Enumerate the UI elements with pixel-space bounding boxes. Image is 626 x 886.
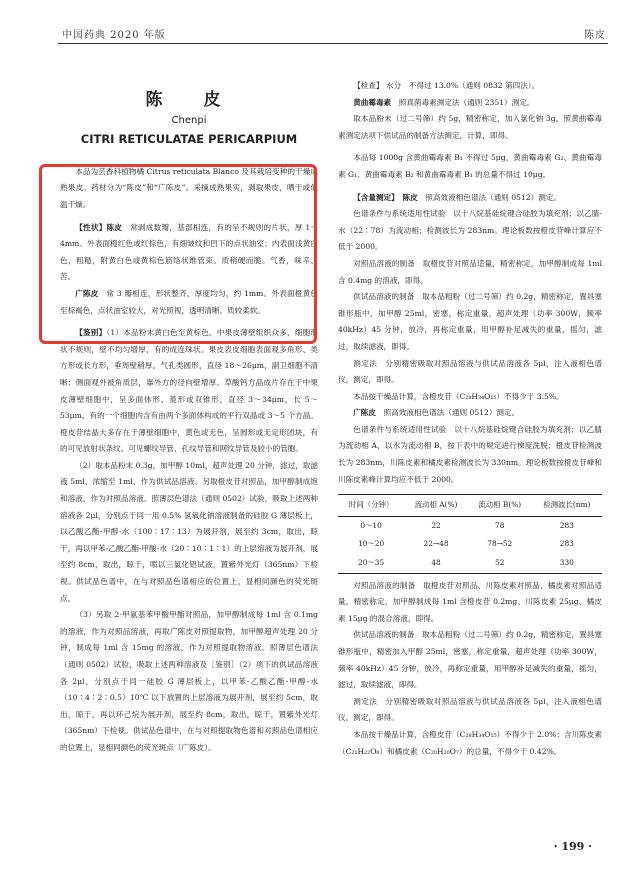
assay-label: 【含量测定】: [353, 192, 395, 202]
assay-text: 照高效液相色谱法（通则 0512）测定。: [425, 192, 561, 202]
sample-solution-1: 供试品溶液的制备 取本品粗粉（过二号筛）约 0.2g，精密称定，置具塞锥形瓶中，加甲醇 25ml，密塞，称定重量，超声处理（功率 300W，频率 40kHz）45 分钟，放冷，再称定重量，用甲醇补足减失的重量，摇匀，滤过，取续滤液，即得。: [338, 292, 602, 351]
characteristics-sub-chenpi: 陈皮: [106, 222, 123, 232]
guangchenpi-assay-text: 照高效液相色谱法（通则 0512）测定。: [383, 408, 520, 418]
table-cell: 10～20: [358, 539, 385, 549]
header-rule: [58, 43, 608, 44]
table-row: [338, 554, 602, 573]
running-header-right: 陈皮: [584, 30, 606, 41]
identification-paragraph-1: [60, 325, 318, 458]
conditions-paragraph-2: 色谱条件与系统适用性试验 以十八烷基硅烷键合硅胶为填充剂；以乙腈为流动相 A，以水为流动相 B，按下表中的规定进行梯度洗脱；橙皮苷检测波长为 283nm，川陈皮素和橘皮素检测波长为 330nm。理论板数按橙皮苷峰和川陈皮素峰计算均应不低于 2000。: [338, 424, 602, 484]
monograph-title-pinyin: Chenpi: [171, 114, 207, 126]
table-cell: 52: [468, 554, 532, 573]
identification-paragraph-2: （2）取本品粉末 0.3g，加甲醇 10ml，超声处理 20 分钟，滤过，取滤液 5ml，浓缩至 1ml，作为供试品溶液。另取橙皮苷对照品，加甲醇制成饱和溶液，作为对照品溶液。照薄层色谱法（通则 0502）试验，吸取上述两种溶液各 2μl，分别点于同一用 0.5% 氢氧化钠溶液制备的硅胶 G 薄层板上，以乙酸乙酯-甲醇-水（100∶17∶13）为展开剂，展至约 3cm，取出，晾干，再以甲苯-乙酸乙酯-甲酸-水（20∶10∶1∶1）的上层溶液为展开剂，展至约 8cm，取出，晾干，喷以三氯化铝试液，置紫外光灯（365nm）下检视。供试品色谱中，在与对照品色谱相应的位置上，显相同颜色的荧光斑点。: [60, 460, 318, 603]
monograph-title-chinese: 陈 皮: [145, 90, 233, 110]
table-cell: 0～10: [360, 520, 382, 530]
characteristics-text-chenpi: 常剥成数瓣，基部相连，有的呈不规则的片状，厚 1～4mm。外表面橙红色或红棕色，有细皱纹和凹下的点状油室；内表面浅黄白色，粗糙，附黄白色或黄棕色筋络状维管束。质稍硬而脆。气香，味辛、苦。: [60, 222, 318, 282]
limit-paragraph-2: 本品按干燥品计算，含橙皮苷（C₂₈H₃₄O₁₅）不得少于 2.0%；含川陈皮素（C₂₁H₂₂O₈）和橘皮素（C₂₀H₂₀O₇）的总量，不得少于 0.42%。: [338, 729, 602, 756]
table-header-row: [338, 495, 602, 517]
page-number: · 199 ·: [553, 840, 592, 853]
aflatoxin-paragraph-2: 取本品粉末（过二号筛）约 5g，精密称定，加入氯化钠 3g，照黄曲霉毒素测定法项下供试品的制备方法测定，计算，即得。: [338, 114, 602, 140]
table-header-time: 时间（分钟）: [338, 495, 404, 517]
identification-paragraph-3: （3）另取 2-甲氨基苯甲酸甲酯对照品，加甲醇制成每 1ml 含 0.1mg 的溶液，作为对照品溶液，再取广陈皮对照提取物，加甲醇超声处理 20 分钟，制成每 1ml 含 15mg 的溶液，作为对照提取物溶液。照薄层色谱法（通则 0502）试验，吸取上述两种溶液及［鉴别］（2）项下的供试品溶液各 2μl，分别点于同一硅胶 G 薄层板上，以甲苯-乙酸乙酯-甲醇-水（10∶4∶2∶0.5）10℃ 以下放置的上层溶液为展开剂，展至约 5cm，取出，晾干，再以环己烷为展开剂，展至约 8cm，取出，晾干，置紫外光灯（365nm）下检视。供试品色谱中，在与对照提取物色谱和对照品色谱相应的位置上，显相同颜色的荧光斑点（广陈皮）。: [60, 610, 318, 752]
reference-solution-1: 对照品溶液的制备 取橙皮苷对照品适量，精密称定，加甲醇制成每 1ml 含 0.4mg 的溶液，即得。: [338, 258, 602, 285]
water-check-paragraph: 【检查】 水分 不得过 13.0%（通则 0832 第四法）。: [353, 81, 540, 90]
conditions-paragraph-1: 色谱条件与系统适用性试验 以十八烷基硅烷键合硅胶为填充剂；以乙腈-水（22∶78）为流动相；检测波长为 283nm。理论板数按橙皮苷峰计算应不低于 2000。: [338, 209, 602, 252]
table-header-wavelength: 检测波长(nm): [532, 495, 602, 517]
method-paragraph-2: 测定法 分别精密吸取对照品溶液与供试品溶液各 5μl，注入液相色谱仪，测定，即得。: [338, 696, 602, 723]
table-row: [338, 535, 602, 554]
limit-paragraph-1: 本品按干燥品计算，含橙皮苷（C₂₈H₃₄O₁₅）不得少于 3.5%。: [353, 391, 564, 401]
table-cell: 283: [559, 520, 574, 530]
table-cell: 22→48: [423, 539, 449, 549]
aflatoxin-text: 照真菌毒素测定法（通则 2351）测定。: [398, 97, 535, 107]
aflatoxin-paragraph: [338, 95, 602, 112]
table-cell: 283: [559, 539, 574, 549]
aflatoxin-limit-paragraph: 本品每 1000g 含黄曲霉毒素 B₁ 不得过 5μg，黄曲霉毒素 G₂、黄曲霉毒素 G₁、黄曲霉毒素 B₂ 和黄曲霉毒素 B₁ 的总量不得过 10μg。: [338, 153, 602, 179]
table-header-phase-b: 流动相 B(%): [468, 495, 532, 517]
characteristics-text-guangchenpi: 常 3 瓣相连，形状整齐，厚度均匀，约 1mm。外表面橙黄色至棕褐色，点状油室较大，对光照视，透明清晰。质较柔软。: [60, 288, 319, 315]
assay-paragraph: [338, 190, 602, 207]
characteristics-sub-guangchenpi: 广陈皮: [75, 288, 99, 298]
table-row: [338, 516, 602, 535]
assay-sub-chenpi: 陈皮: [402, 192, 418, 202]
table-cell: 22: [431, 520, 441, 530]
identification-label: 【鉴别】: [75, 328, 107, 338]
reference-solution-2: 对照品溶液的制备 取橙皮苷对照品、川陈皮素对照品、橘皮素对照品适量，精密称定，加甲醇制成每 1ml 含橙皮苷 0.2mg、川陈皮素 25μg、橘皮素 15μg 的混合溶液，即得。: [338, 580, 602, 623]
method-paragraph-1: 测定法 分别精密吸取对照品溶液与供试品溶液各 5μl，注入液相色谱仪，测定，即得。: [338, 358, 602, 385]
table-header-phase-a: 流动相 A(%): [404, 495, 468, 517]
identification-text-1: （1）本品粉末黄白色至黄棕色。中果皮薄壁组织众多，细胞形状不规则，壁不均匀增厚，有的成连珠状。果皮表皮细胞表面观多角形、类方形或长方形，垂周壁稍厚，气孔类圆形，直径 18～26μm，副卫细胞不清晰；侧面观外被角质层，靠外方的径向壁增厚。草酸钙方晶成片存在于中果皮薄壁细胞中，呈多面体形、菱形或双锥形，直径 3～34μm，长 5～53μm，有的一个细胞内含有由两个多面体构成的平行双晶或 3～5 个方晶。橙皮苷结晶大多存在于薄壁细胞中，黄色或无色，呈圆形或无定形团块，有的可见放射状条纹。可见螺纹导管、孔纹导管和网纹导管及较小的管胞。: [60, 328, 319, 454]
right-column: [338, 78, 602, 760]
characteristics-label: 【性状】: [75, 222, 107, 232]
table-cell: 78→52: [487, 539, 513, 549]
guangchenpi-assay-label: 广陈皮: [353, 408, 376, 418]
gradient-table: [338, 494, 602, 573]
table-cell: 20～35: [338, 554, 404, 573]
table-cell: 48: [404, 554, 468, 573]
aflatoxin-title: 黄曲霉毒素: [353, 97, 392, 107]
table-cell: 330: [532, 554, 602, 573]
sample-solution-2: 供试品溶液的制备 取本品粗粉（过二号筛）约 0.2g，精密称定，置具塞锥形瓶中，精密加入甲醇 25ml，密塞，称定重量，超声处理（功率 300W，频率 40kHz）45 分钟，放冷，再称定重量，用甲醇补足减失的重量，摇匀，滤过，取续滤液，即得。: [338, 630, 602, 690]
running-header-left: 中国药典 2020 年版: [62, 30, 166, 41]
table-cell: 78: [495, 520, 505, 530]
monograph-title-latin: CITRI RETICULATAE PERICARPIUM: [80, 132, 298, 147]
source-paragraph: 本品为芸香科植物橘 Citrus reticulata Blanco 及其栽培变种的干燥成熟果皮。药材分为“陈皮”和“广陈皮”。采摘成熟果实，剥取果皮，晒干或低温干燥。: [60, 166, 318, 209]
guangchenpi-assay-paragraph: [338, 405, 602, 422]
highlight-box: [39, 164, 317, 344]
